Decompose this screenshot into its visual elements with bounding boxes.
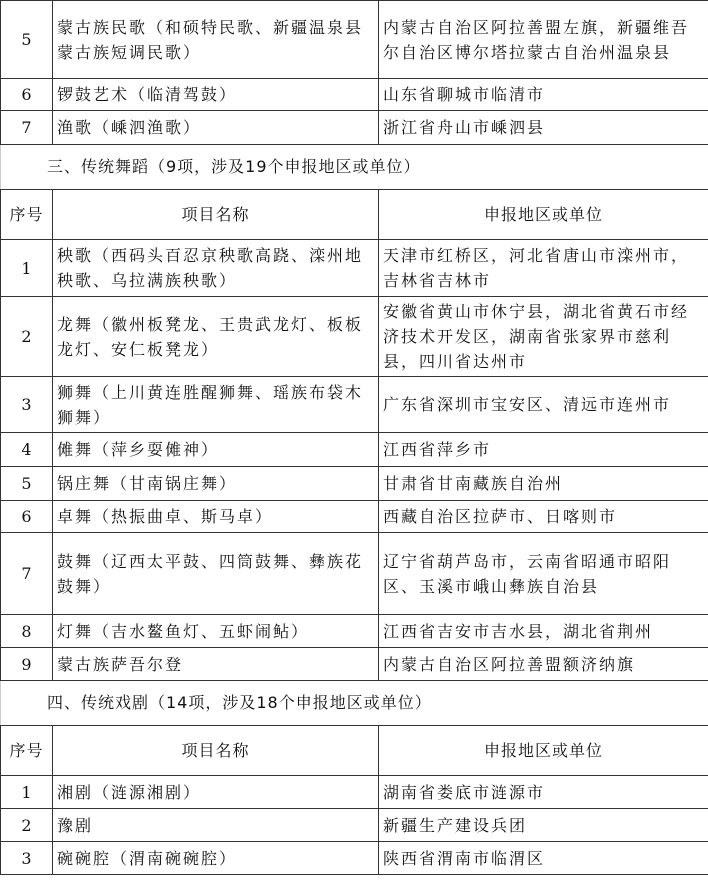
region-cell: 湖南省娄底市涟源市 [379,776,708,809]
header-name: 项目名称 [53,190,379,240]
project-name: 锣鼓艺术（临清驾鼓） [53,79,379,111]
drama-table [0,725,708,875]
region-cell: 新疆生产建设兵团 [379,809,708,842]
project-name: 蒙古族萨吾尔登 [53,648,379,681]
region-cell: 陕西省渭南市临渭区 [379,842,708,875]
region-cell: 内蒙古自治区阿拉善盟左旗，新疆维吾尔自治区博尔塔拉蒙古自治州温泉县 [379,1,708,79]
row-number: 7 [1,111,53,145]
region-cell: 浙江省舟山市嵊泗县 [379,111,708,145]
header-num: 序号 [1,190,53,240]
row-number: 5 [1,1,53,79]
table-row [1,297,708,377]
header-num: 序号 [1,726,53,776]
table-row [1,79,708,111]
project-name: 渔歌（嵊泗渔歌） [53,111,379,145]
project-name: 锅庄舞（甘南锅庄舞） [53,467,379,501]
project-name: 豫剧 [53,809,379,842]
project-name: 秧歌（西码头百忍京秧歌高跷、滦州地秧歌、乌拉满族秧歌） [53,240,379,297]
region-cell: 广东省深圳市宝安区、清远市连州市 [379,377,708,433]
project-name: 卓舞（热振曲卓、斯马卓） [53,501,379,533]
project-name: 傩舞（萍乡耍傩神） [53,433,379,467]
project-name: 龙舞（徽州板凳龙、王贵武龙灯、板板龙灯、安仁板凳龙） [53,297,379,377]
table-row [1,1,708,79]
project-name: 鼓舞（辽西太平鼓、四筒鼓舞、彝族花鼓舞） [53,533,379,615]
header-region: 申报地区或单位 [379,726,708,776]
project-name: 狮舞（上川黄连胜醒狮舞、瑶族布袋木狮舞） [53,377,379,433]
row-number: 4 [1,433,53,467]
row-number: 2 [1,297,53,377]
section-title-drama: 四、传统戏剧（14项，涉及18个申报地区或单位） [0,681,708,725]
music-table-continued [0,0,708,145]
dance-table [0,189,708,681]
row-number: 8 [1,615,53,648]
table-row [1,842,708,875]
table-header-row [1,190,708,240]
region-cell: 甘肃省甘南藏族自治州 [379,467,708,501]
row-number: 3 [1,842,53,875]
project-name: 湘剧（涟源湘剧） [53,776,379,809]
table-row [1,776,708,809]
row-number: 1 [1,776,53,809]
row-number: 6 [1,79,53,111]
table-row [1,648,708,681]
table-row [1,111,708,145]
row-number: 7 [1,533,53,615]
project-name: 碗碗腔（渭南碗碗腔） [53,842,379,875]
region-cell: 安徽省黄山市休宁县，湖北省黄石市经济技术开发区，湖南省张家界市慈利县，四川省达州市 [379,297,708,377]
table-header-row [1,726,708,776]
header-name: 项目名称 [53,726,379,776]
region-cell: 江西省萍乡市 [379,433,708,467]
row-number: 2 [1,809,53,842]
table-row [1,533,708,615]
project-name: 蒙古族民歌（和硕特民歌、新疆温泉县蒙古族短调民歌） [53,1,379,79]
row-number: 1 [1,240,53,297]
region-cell: 内蒙古自治区阿拉善盟额济纳旗 [379,648,708,681]
table-row [1,615,708,648]
header-region: 申报地区或单位 [379,190,708,240]
row-number: 5 [1,467,53,501]
section-title-dance: 三、传统舞蹈（9项，涉及19个申报地区或单位） [0,145,708,189]
region-cell: 山东省聊城市临清市 [379,79,708,111]
project-name: 灯舞（吉水鳌鱼灯、五虾闹鲇） [53,615,379,648]
table-row [1,433,708,467]
row-number: 3 [1,377,53,433]
table-row [1,240,708,297]
region-cell: 天津市红桥区，河北省唐山市滦州市，吉林省吉林市 [379,240,708,297]
region-cell: 西藏自治区拉萨市、日喀则市 [379,501,708,533]
table-row [1,501,708,533]
region-cell: 辽宁省葫芦岛市，云南省昭通市昭阳区、玉溪市峨山彝族自治县 [379,533,708,615]
row-number: 9 [1,648,53,681]
region-cell: 江西省吉安市吉水县，湖北省荆州 [379,615,708,648]
table-row [1,377,708,433]
row-number: 6 [1,501,53,533]
table-row [1,467,708,501]
table-row [1,809,708,842]
